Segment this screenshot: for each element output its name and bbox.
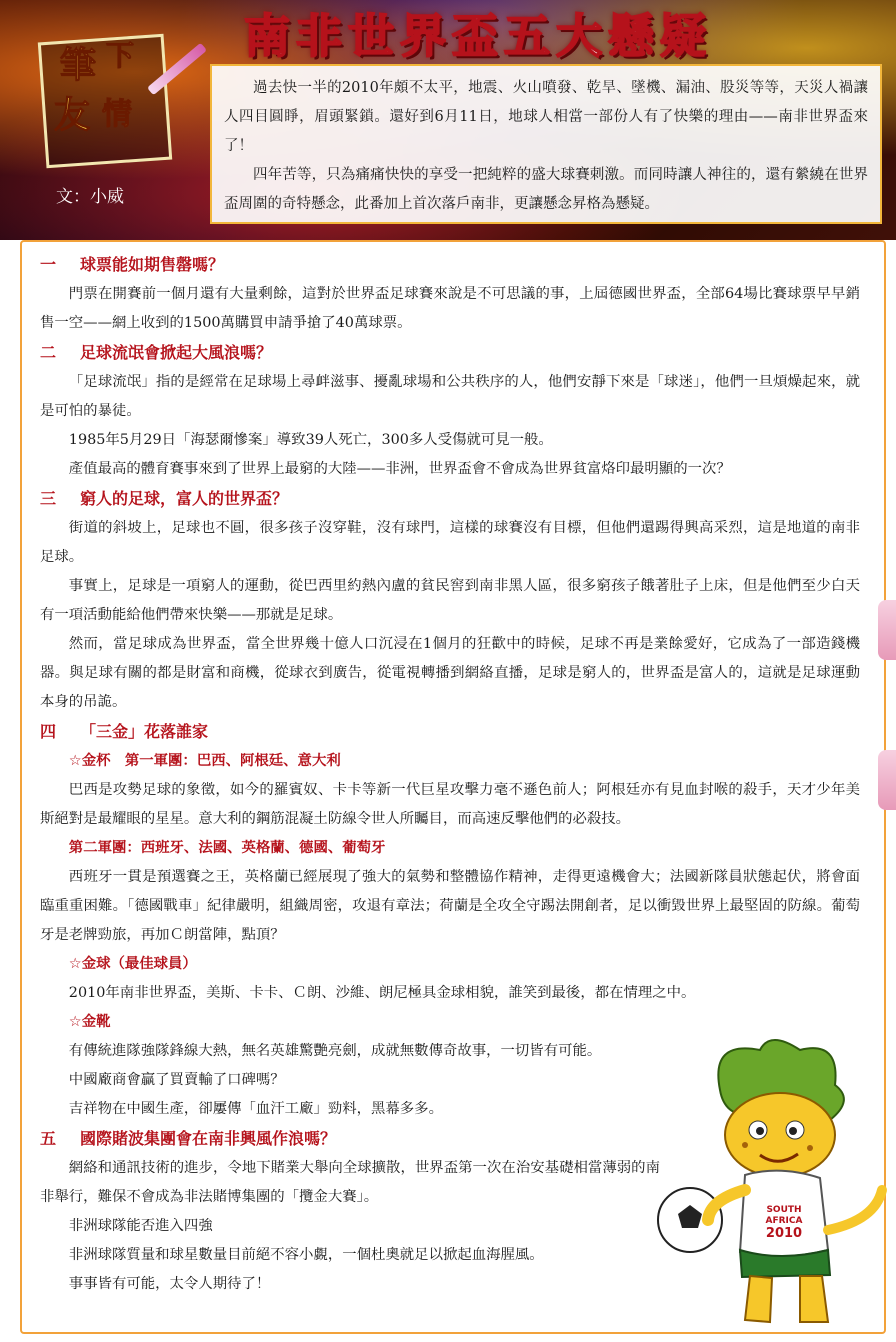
golden-cup-label: ☆金杯 第一軍團：巴西、阿根廷、意大利 <box>68 753 341 769</box>
section-number: 四 <box>40 722 57 741</box>
intro-paragraph-2: 四年苦等，只為痛痛快快的享受一把純粹的盛大球賽刺激。而同時讓人神往的，還有縈繞在世界盃周圍的奇特懸念，此番加上首次落戶南非，更讓懸念昇格為懸疑。 <box>224 167 868 212</box>
intro-paragraph-1: 過去快一半的2010年頗不太平，地震、火山噴發、乾旱、墜機、漏油、股災等等，天災人禍讓人四目圓睜，眉頭緊鎖。還好到6月11日，地球人相當一部份人有了快樂的理由——南非世界盃來了！ <box>224 80 868 154</box>
section-title: 足球流氓會掀起大風浪嗎？ <box>80 343 273 362</box>
mascot-shirt-text-1: SOUTH <box>766 1205 802 1215</box>
section-paragraph: 然而，當足球成為世界盃，當全世界幾十億人口沉浸在1個月的狂歡中的時候，足球不再是業餘愛好，它成為了一部造錢機器。與足球有關的都是財富和商機，從球衣到廣告，從電視轉播到網絡直播，足球是窮人的，世界盃是富人的，這就是足球運動本身的吊詭。 <box>40 636 860 710</box>
section-title: 「三金」花落誰家 <box>80 722 209 741</box>
section-heading <box>40 484 860 514</box>
emblem-char-3: 友 <box>54 95 91 136</box>
header-banner <box>0 0 896 240</box>
page-edge-tab <box>878 750 896 810</box>
section-paragraph: 網絡和通訊技術的進步，令地下賭業大舉向全球擴散，世界盃第一次在治安基礎相當薄弱的南非舉行，難保不會成為非法賭博集團的「攬金大賽」。 <box>40 1160 660 1205</box>
section-paragraph: 非洲球隊質量和球星數量目前絕不容小覷，一個杜奧就足以掀起血海腥風。 <box>68 1247 544 1263</box>
section-heading <box>40 717 860 747</box>
section-paragraph: 街道的斜坡上，足球也不圓，很多孩子沒穿鞋，沒有球門，這樣的球賽沒有目標，但他們還踢得興高采烈，這是地道的南非足球。 <box>40 520 860 565</box>
section-title: 國際賭波集團會在南非興風作浪嗎？ <box>80 1129 337 1148</box>
emblem-char-4: 情 <box>102 97 132 132</box>
section-paragraph: 巴西是攻勢足球的象徵，如今的羅賓奴、卡卡等新一代巨星攻擊力毫不遜色前人；阿根廷亦有見血封喉的殺手，天才少年美斯絕對是最耀眼的星星。意大利的鋼筋混凝土防線令世人所矚目，而高速反擊他們的必殺技。 <box>40 782 860 827</box>
page-edge-tab <box>878 600 896 660</box>
golden-boot-label: ☆金靴 <box>68 1014 111 1030</box>
section-paragraph: 產值最高的體育賽事來到了世界上最窮的大陸——非洲，世界盃會不會成為世界貧富烙印最明顯的一次？ <box>68 461 731 477</box>
mascot-shirt-text-3: 2010 <box>765 1226 803 1241</box>
section-heading <box>40 338 860 368</box>
section-title: 球票能如期售罄嗎？ <box>80 255 225 274</box>
section-paragraph: 門票在開賽前一個月還有大量剩餘，這對於世界盃足球賽來說是不可思議的事，上屆德國世界盃，全部64場比賽球票早早銷售一空——網上收到的1500萬購買申請爭搶了40萬球票。 <box>40 286 860 331</box>
mascot-shirt-text-2: AFRICA <box>765 1216 803 1226</box>
emblem-char-2: 下 <box>106 39 135 72</box>
section-paragraph: 事事皆有可能，太令人期待了！ <box>68 1276 271 1292</box>
section-paragraph: 事實上，足球是一項窮人的運動，從巴西里約熱內盧的貧民窖到南非黑人區，很多窮孩子餓著肚子上床，但是他們至少白天有一項活動能給他們帶來快樂——那就是足球。 <box>40 578 860 623</box>
zakumi-mascot-illustration <box>650 1030 890 1330</box>
section-paragraph: 1985年5月29日「海瑟爾慘案」導致39人死亡，300多人受傷就可見一般。 <box>68 432 553 448</box>
section-number: 三 <box>40 489 57 508</box>
section-title: 窮人的足球，富人的世界盃？ <box>80 489 289 508</box>
section-number: 二 <box>40 343 57 362</box>
section-paragraph: 中國廠商會贏了買賣輸了口碑嗎？ <box>68 1072 285 1088</box>
section-paragraph: 有傳統進隊強隊鋒線大熱，無名英雄驚艷亮劍，成就無數傳奇故事，一切皆有可能。 <box>68 1043 602 1059</box>
intro-box <box>210 64 882 224</box>
section-number: 五 <box>40 1129 57 1148</box>
section-paragraph: 西班牙一貫是預選賽之王，英格蘭已經展現了強大的氣勢和整體協作精神，走得更遠機會大；法國新隊員狀態起伏，將會面臨重重困難。「德國戰車」紀律嚴明，組織周密，攻退有章法；荷蘭是全攻全守踢法開創者，足以衝毀世界上最堅固的防線。葡萄牙是老牌勁旅，再加Ｃ朗當陣，點頂？ <box>40 869 860 943</box>
author-credit: 文：小威 <box>56 187 124 207</box>
section-paragraph: 非洲球隊能否進入四強 <box>68 1218 213 1234</box>
section-paragraph: 2010年南非世界盃，美斯、卡卡、Ｃ朗、沙維、朗尼極具金球相貌，誰笑到最後，都在情理之中。 <box>68 985 696 1001</box>
column-emblem <box>34 34 204 174</box>
emblem-char-1: 筆 <box>60 45 97 86</box>
section-number: 一 <box>40 255 57 274</box>
section-paragraph: 吉祥物在中國生產，卻屢傳「血汗工廠」勁料，黑幕多多。 <box>68 1101 443 1117</box>
page-title: 南非世界盃五大懸疑 <box>244 9 712 63</box>
section-heading <box>40 250 860 280</box>
golden-ball-label: ☆金球（最佳球員） <box>68 956 197 972</box>
second-group-label: 第二軍團：西班牙、法國、英格蘭、德國、葡萄牙 <box>68 840 386 856</box>
section-paragraph: 「足球流氓」指的是經常在足球場上尋衅滋事、擾亂球場和公共秩序的人，他們安靜下來是「球迷」，他們一旦煩燥起來，就是可怕的暴徒。 <box>40 374 860 419</box>
